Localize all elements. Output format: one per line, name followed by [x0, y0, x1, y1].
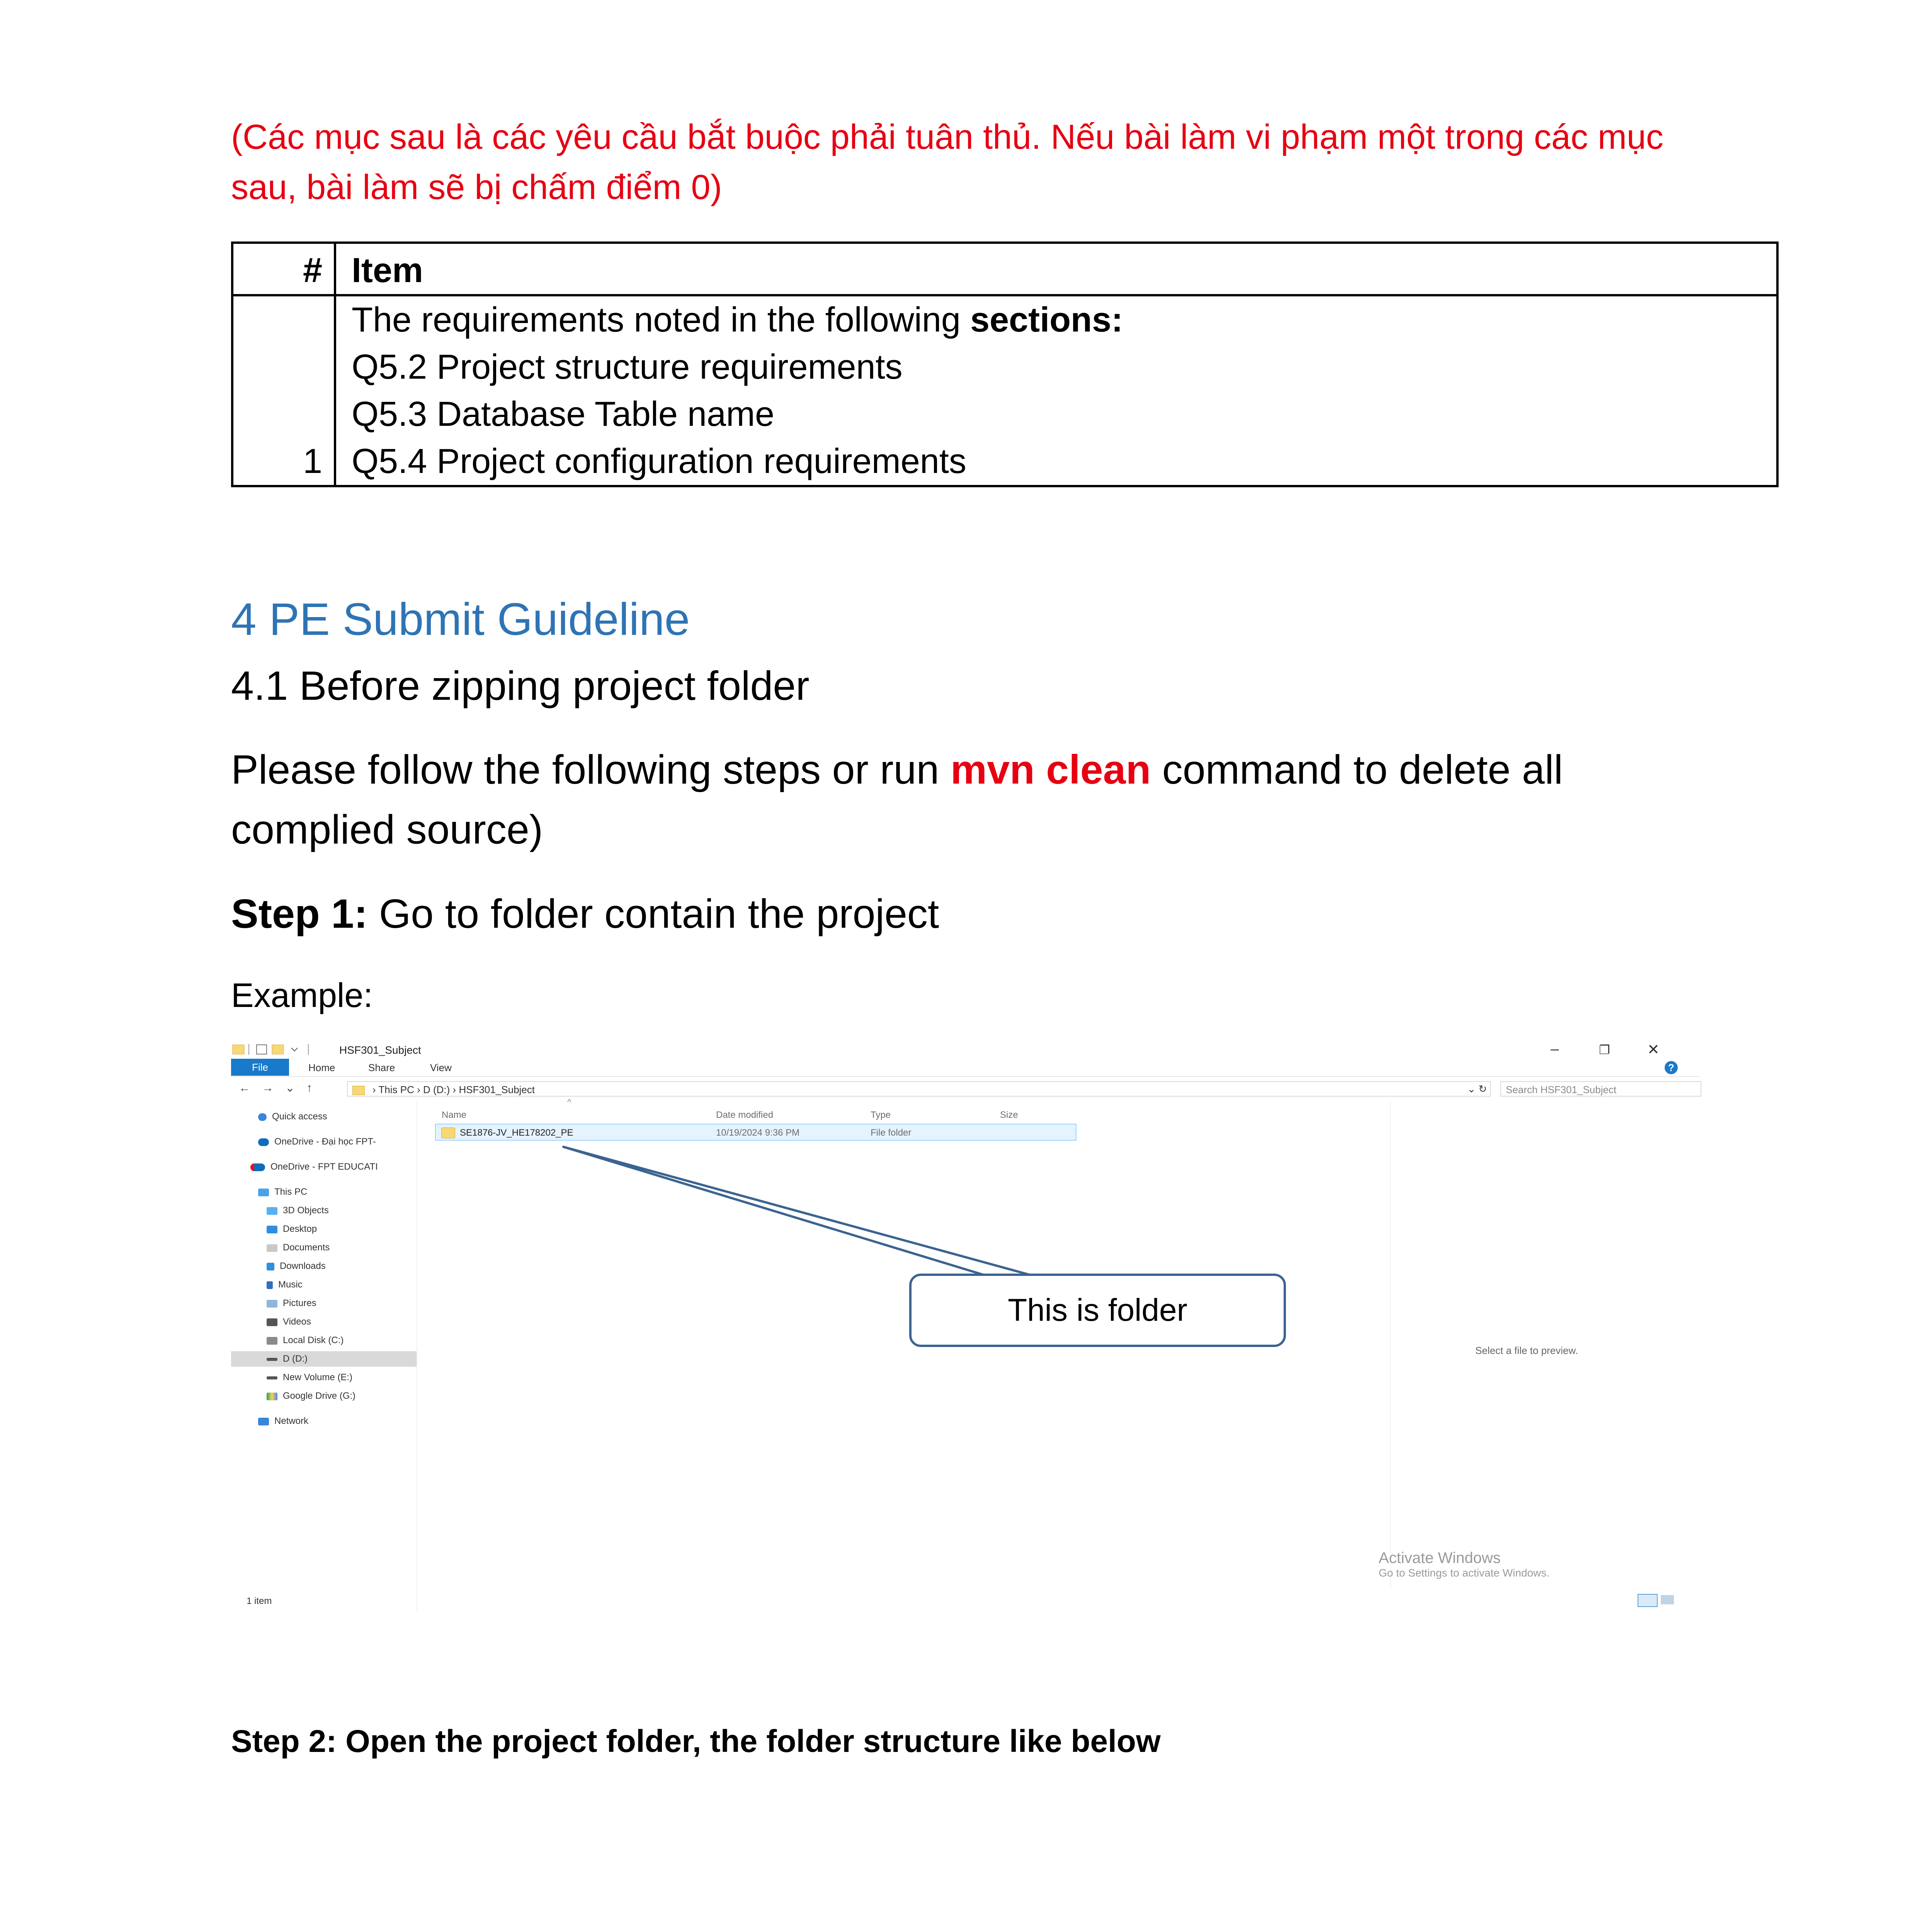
paragraph-before: Please follow the following steps or run: [231, 747, 951, 793]
requirement-intro-text: The requirements noted in the following: [352, 301, 970, 339]
callout-box: This is folder: [909, 1274, 1286, 1347]
row-number: 1: [232, 295, 335, 486]
tab-view[interactable]: View: [430, 1062, 452, 1073]
breadcrumb-folder[interactable]: HSF301_Subject: [459, 1084, 535, 1095]
sidebar-item-label: New Volume (E:): [283, 1372, 353, 1383]
requirements-table: [231, 242, 1779, 487]
requirement-line: Q5.3 Database Table name: [352, 395, 775, 434]
sidebar-item-label: 3D Objects: [283, 1205, 329, 1216]
header-item: Item: [335, 243, 1777, 295]
file-name: SE1876-JV_HE178202_PE: [460, 1128, 573, 1138]
preview-placeholder: Select a file to preview.: [1475, 1345, 1578, 1356]
section-heading: 4 PE Submit Guideline: [231, 594, 690, 645]
sidebar-item-label: Desktop: [283, 1224, 317, 1234]
refresh-icon[interactable]: ⌄ ↻: [1467, 1083, 1487, 1095]
activate-windows-watermark: [1379, 1549, 1549, 1579]
nav-arrows-icon[interactable]: ←→⌄↑: [239, 1082, 324, 1094]
column-name[interactable]: Name: [442, 1110, 467, 1120]
status-bar-count: 1 item: [247, 1596, 272, 1606]
sidebar-item-label: Pictures: [283, 1298, 316, 1308]
search-input[interactable]: Search HSF301_Subject: [1500, 1081, 1701, 1097]
step-1-text: Go to folder contain the project: [367, 891, 939, 937]
requirement-line: Q5.4 Project configuration requirements: [352, 442, 966, 481]
sort-arrow-icon: ^: [567, 1097, 571, 1107]
details-view-icon[interactable]: [1638, 1594, 1658, 1607]
sidebar-item-label: Videos: [283, 1316, 311, 1327]
sidebar-item-label: OneDrive - FPT EDUCATI: [270, 1162, 378, 1172]
column-type[interactable]: Type: [871, 1110, 891, 1120]
requirement-intro: [352, 296, 1761, 344]
sidebar-item-label: Documents: [283, 1242, 330, 1253]
close-icon[interactable]: ✕: [1647, 1042, 1660, 1058]
sidebar-item-label: Network: [274, 1416, 309, 1426]
sidebar-item-label: Google Drive (G:): [283, 1391, 356, 1401]
help-icon[interactable]: ?: [1665, 1061, 1678, 1074]
command-text: mvn clean: [950, 747, 1151, 793]
file-type: File folder: [871, 1128, 912, 1138]
sidebar-item-label: Local Disk (C:): [283, 1335, 344, 1345]
paragraph-after: command to delete all complied source): [231, 747, 1563, 852]
sidebar-item-label: This PC: [274, 1187, 308, 1197]
sidebar-item-label: Music: [278, 1279, 303, 1290]
address-bar[interactable]: › This PC › D (D:) › HSF301_Subject: [347, 1081, 1491, 1097]
requirement-intro-bold: sections:: [970, 301, 1123, 339]
tab-home[interactable]: Home: [308, 1062, 335, 1073]
tab-file[interactable]: File: [231, 1059, 289, 1076]
window-title: HSF301_Subject: [339, 1044, 421, 1056]
activate-subtitle: Go to Settings to activate Windows.: [1379, 1567, 1549, 1579]
activate-title: Activate Windows: [1379, 1549, 1501, 1566]
restore-icon[interactable]: ❐: [1599, 1043, 1610, 1057]
large-icons-view-icon[interactable]: [1661, 1595, 1674, 1604]
subsection-heading: 4.1 Before zipping project folder: [231, 663, 810, 709]
explorer-screenshot: [231, 1039, 1699, 1619]
step-2: Step 2: Open the project folder, the folder structure like below: [231, 1724, 1161, 1759]
preview-divider: [1390, 1101, 1391, 1588]
tab-share[interactable]: Share: [368, 1062, 395, 1073]
instruction-paragraph: [231, 740, 1661, 860]
sidebar-item-label: Quick access: [272, 1111, 327, 1122]
row-item: [335, 295, 1777, 486]
sidebar-item-label: D (D:): [283, 1354, 308, 1364]
column-size[interactable]: Size: [1000, 1110, 1018, 1120]
header-number: #: [232, 243, 335, 295]
breadcrumb-this-pc[interactable]: This PC: [378, 1084, 414, 1095]
step-1: [231, 891, 939, 937]
sidebar-item-label: Downloads: [280, 1261, 326, 1271]
file-date: 10/19/2024 9:36 PM: [716, 1128, 800, 1138]
table-header-row: [232, 243, 1777, 295]
breadcrumb-drive[interactable]: D (D:): [423, 1084, 450, 1095]
table-row: [232, 295, 1777, 486]
step-1-label: Step 1:: [231, 891, 368, 937]
requirement-line: Q5.2 Project structure requirements: [352, 348, 903, 386]
intro-note: (Các mục sau là các yêu cầu bắt buộc phải tuân thủ. Nếu bài làm vi phạm một trong các mục sau, bài làm sẽ bị chấm điểm 0): [231, 118, 1663, 207]
minimize-icon[interactable]: –: [1551, 1041, 1559, 1057]
example-label: Example:: [231, 976, 373, 1014]
column-date-modified[interactable]: Date modified: [716, 1110, 774, 1120]
sidebar-item-label: OneDrive - Đại học FPT-: [274, 1136, 376, 1147]
